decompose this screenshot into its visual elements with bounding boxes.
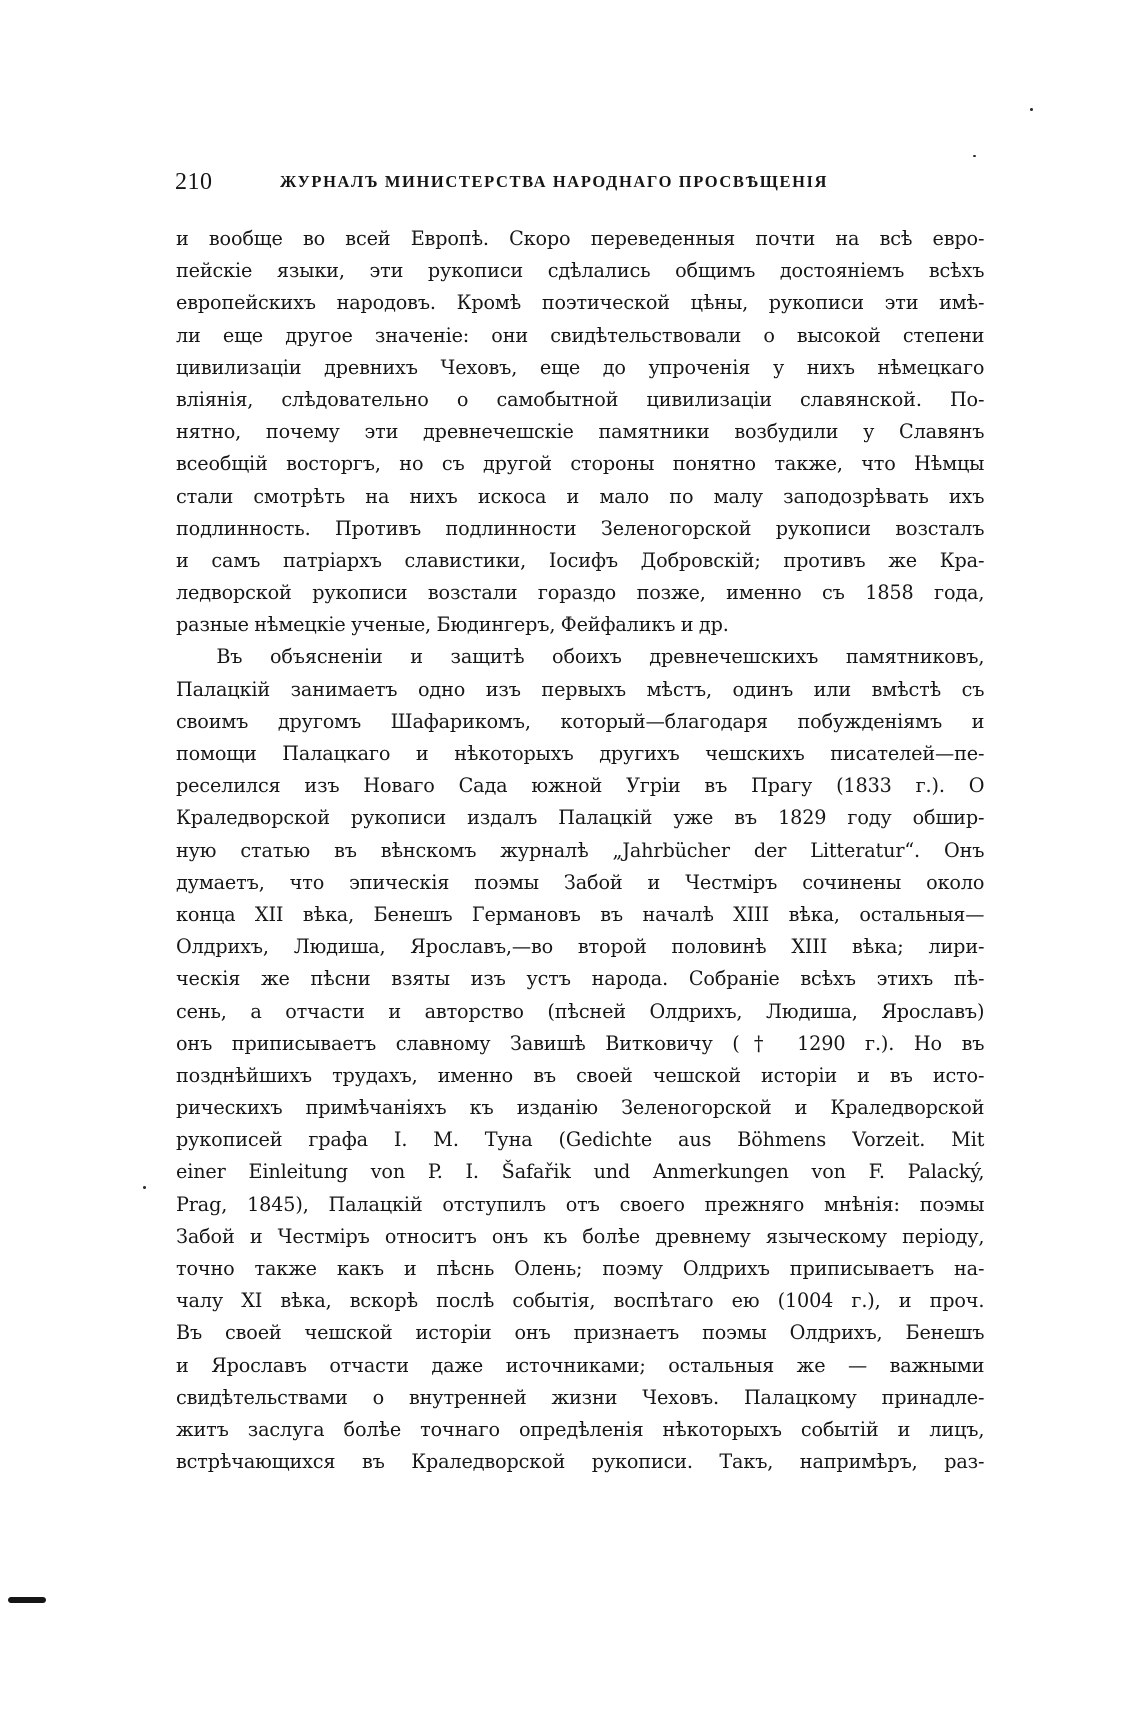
text-line: сень, а отчасти и авторство (пѣсней Олдрихъ, Людиша, Ярославъ) xyxy=(176,998,985,1023)
text-line: Палацкій занимаетъ одно изъ первыхъ мѣстъ, одинъ или вмѣстѣ съ xyxy=(176,676,985,701)
text-line: ную статью въ вѣнскомъ журналѣ „Jahrbücher der Litteratur“. Онъ xyxy=(176,837,985,862)
running-head xyxy=(175,168,895,198)
text-line: конца XII вѣка, Бенешъ Германовъ въ началѣ XIII вѣка, остальныя— xyxy=(176,901,985,926)
text-line: нятно, почему эти древнечешскіе памятники возбудили у Славянъ xyxy=(176,419,985,444)
text-line: точно также какъ и пѣснь Олень; поэму Олдрихъ приписываетъ на- xyxy=(176,1256,985,1280)
text-line: Въ своей чешской исторіи онъ признаетъ поэмы Олдрихъ, Бенешъ xyxy=(176,1320,985,1345)
text-line: вліянія, слѣдовательно о самобытной цивилизаціи славянской. По- xyxy=(176,386,985,411)
text-line: рическихъ примѣчаніяхъ къ изданію Зеленогорской и Краледворской xyxy=(176,1095,985,1120)
text-line: онъ приписываетъ славному Завишѣ Витковичу († 1290 г.). Но въ xyxy=(176,1030,985,1055)
text-line: свидѣтельствами о внутренней жизни Чеховъ. Палацкому принадле- xyxy=(176,1384,985,1409)
text-line: пейскіе языки, эти рукописи сдѣлались общимъ достояніемъ всѣхъ xyxy=(176,258,985,283)
text-line: и Ярославъ отчасти даже источниками; остальныя же — важными xyxy=(176,1352,985,1377)
text-line: всеобщій восторгъ, но съ другой стороны понятно также, что Нѣмцы xyxy=(176,451,985,476)
text-line: Въ объясненіи и защитѣ обоихъ древнечешскихъ памятниковъ, xyxy=(216,644,985,669)
journal-title: ЖУРНАЛЪ МИНИСТЕРСТВА НАРОДНАГО ПРОСВѢЩЕНІЯ xyxy=(280,172,829,191)
text-line: Олдрихъ, Людиша, Ярославъ,—во второй половинѣ XIII вѣка; лири- xyxy=(176,934,985,959)
text-line: Prag, 1845), Палацкій отступилъ отъ своего прежняго мнѣнія: поэмы xyxy=(176,1191,985,1216)
text-line: цивилизаціи древнихъ Чеховъ, еще до упроченія у нихъ нѣмецкаго xyxy=(176,354,985,379)
paragraph-2 xyxy=(176,640,984,1477)
scan-speck xyxy=(973,155,976,157)
text-line: житъ заслуга болѣе точнаго опредѣленія нѣкоторыхъ событій и лицъ, xyxy=(176,1416,985,1441)
text-line: думаетъ, что эпическія поэмы Забой и Честміръ сочинены около xyxy=(176,869,985,894)
text-line: встрѣчающихся въ Краледворской рукописи. Такъ, напримѣръ, раз- xyxy=(176,1449,985,1474)
text-line: помощи Палацкаго и нѣкоторыхъ другихъ чешскихъ писателей—пе- xyxy=(176,741,985,765)
text-line: подлинность. Противъ подлинности Зеленогорской рукописи возсталъ xyxy=(176,515,985,540)
body-text xyxy=(176,222,984,1477)
text-line: рукописей графа I. M. Туна (Gedichte aus Böhmens Vorzeit. Mit xyxy=(176,1127,985,1152)
text-line: европейскихъ народовъ. Кромѣ поэтической цѣны, рукописи эти имѣ- xyxy=(176,290,985,315)
text-line: чалу XI вѣка, вскорѣ послѣ событія, воспѣтаго ею (1004 г.), и проч. xyxy=(176,1288,985,1313)
scan-edge-mark xyxy=(8,1597,46,1603)
text-line: ледворской рукописи возстали гораздо позже, именно съ 1858 года, xyxy=(176,580,985,605)
text-line: позднѣйшихъ трудахъ, именно въ своей чешской исторіи и въ исто- xyxy=(176,1062,985,1087)
page-number: 210 xyxy=(175,169,213,195)
text-line: и вообще во всей Европѣ. Скоро переведенныя почти на всѣ евро- xyxy=(176,226,985,250)
text-line: реселился изъ Новаго Сада южной Угріи въ Прагу (1833 г.). О xyxy=(176,773,985,798)
text-line: разные нѣмецкіе ученые, Бюдингеръ, Фейфаликъ и др. xyxy=(176,612,729,637)
text-line: ли еще другое значеніе: они свидѣтельствовали о высокой степени xyxy=(176,322,985,347)
text-line: Забой и Честміръ относитъ онъ къ болѣе древнему языческому періоду, xyxy=(176,1223,985,1248)
text-line: и самъ патріархъ славистики, Іосифъ Добровскій; противъ же Кра- xyxy=(176,547,985,572)
text-line: Краледворской рукописи издалъ Палацкій уже въ 1829 году обшир- xyxy=(176,805,985,830)
text-line: ческія же пѣсни взяты изъ устъ народа. Собраніе всѣхъ этихъ пѣ- xyxy=(176,966,985,991)
paragraph-1 xyxy=(176,222,984,640)
text-line: einer Einleitung von P. I. Šafařik und Anmerkungen von F. Palacký, xyxy=(176,1159,985,1184)
text-line: своимъ другомъ Шафарикомъ, который—благодаря побужденіямъ и xyxy=(176,708,985,733)
text-line: стали смотрѣть на нихъ искоса и мало по малу заподозрѣвать ихъ xyxy=(176,483,985,508)
scan-speck xyxy=(143,1186,146,1189)
scan-speck xyxy=(1030,108,1033,111)
